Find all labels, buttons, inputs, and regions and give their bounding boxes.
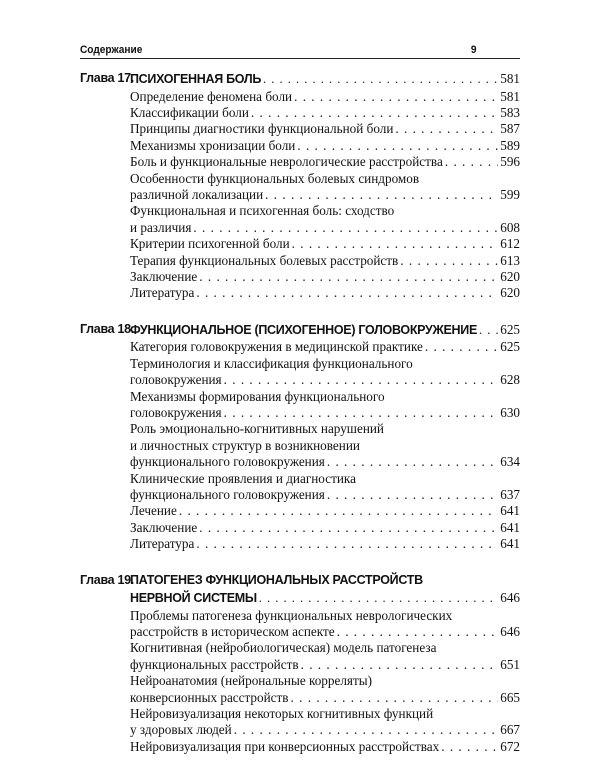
- toc-entry-text: Категория головокружения в медицинской практике: [130, 339, 423, 355]
- toc-page-number: 641: [500, 519, 520, 535]
- toc-entry-text: Литература: [130, 536, 195, 552]
- toc-entry[interactable]: [130, 520, 520, 536]
- toc-entry-text: головокружения: [130, 372, 222, 388]
- toc-entry[interactable]: [130, 269, 520, 285]
- toc-entry-text: Заключение: [130, 519, 198, 535]
- toc-entry-text: Клинические проявления и диагностика: [130, 470, 356, 486]
- toc-entry[interactable]: [130, 389, 520, 422]
- toc-entry[interactable]: [130, 339, 520, 355]
- dot-leader: [301, 657, 499, 673]
- toc-entry-text: расстройств в историческом аспекте: [130, 623, 335, 639]
- dot-leader: [234, 722, 499, 738]
- toc-page-number: 646: [500, 623, 520, 639]
- toc-entry[interactable]: [130, 154, 520, 170]
- chapter-title[interactable]: [130, 572, 520, 608]
- toc-page-number: 641: [500, 503, 520, 519]
- toc-entry[interactable]: [130, 739, 520, 755]
- toc-entry-text: Особенности функциональных болевых синдромов: [130, 170, 420, 186]
- toc-entry-text: конверсионных расстройств: [130, 689, 289, 705]
- toc-entry-text: Проблемы патогенеза функциональных неврологических: [130, 607, 453, 623]
- toc-page-number: 634: [500, 454, 520, 470]
- dot-leader: [196, 285, 498, 301]
- toc-entry[interactable]: [130, 121, 520, 137]
- toc-entry-text: и различия: [130, 219, 192, 235]
- dot-leader: [327, 487, 498, 503]
- toc-entry-text: функционального головокружения: [130, 486, 325, 502]
- toc-entry[interactable]: [130, 236, 520, 252]
- toc-page-number: 612: [500, 236, 520, 252]
- dot-leader: [445, 154, 498, 170]
- toc-entry[interactable]: [130, 138, 520, 154]
- header-page-number: 9: [470, 44, 477, 56]
- dot-leader: [297, 138, 498, 154]
- toc-page-number: 628: [500, 372, 520, 388]
- toc-page-number: 613: [500, 252, 520, 268]
- toc-entry[interactable]: [130, 253, 520, 269]
- toc-page-number: 583: [500, 104, 520, 120]
- toc-entry-text: Терапия функциональных болевых расстройств: [130, 252, 399, 268]
- chapter-title-line: НЕРВНОЙ СИСТЕМЫ: [130, 591, 257, 606]
- chapter-label: Глава 18.: [80, 321, 134, 336]
- dot-leader: [337, 624, 499, 640]
- toc-page-number: 667: [500, 722, 520, 738]
- toc-page-number: 581: [500, 88, 520, 104]
- toc-page-number: 599: [500, 186, 520, 202]
- toc-entry-text: функциональных расстройств: [130, 656, 299, 672]
- toc-entry-text: Роль эмоционально-когнитивных нарушений: [130, 421, 384, 437]
- toc-page-number: 587: [500, 121, 520, 137]
- dot-leader: [193, 220, 498, 236]
- chapter-block: [80, 70, 520, 302]
- chapter-title-line: ПСИХОГЕННАЯ БОЛЬ: [130, 72, 262, 86]
- chapter-title[interactable]: [130, 70, 520, 89]
- toc-entry-text: и личностных структур в возникновении: [130, 437, 360, 453]
- toc-entry-text: Нейроанатомия (нейрональные корреляты): [130, 673, 373, 689]
- toc-entry-text: Механизмы хронизации боли: [130, 137, 296, 153]
- toc-entry[interactable]: [130, 471, 520, 504]
- toc-entry[interactable]: [130, 285, 520, 301]
- toc-page-number: 651: [500, 656, 520, 672]
- toc-page-number: 620: [500, 285, 520, 301]
- dot-leader: [395, 121, 498, 137]
- toc-entry-text: Механизмы формирования функционального: [130, 388, 385, 404]
- toc-entry-text: Классификации боли: [130, 104, 249, 120]
- toc-entry-text: Принципы диагностики функциональной боли: [130, 121, 394, 137]
- toc-page-number: 672: [500, 738, 520, 754]
- toc-entry[interactable]: [130, 105, 520, 121]
- toc-page-number: 608: [500, 219, 520, 235]
- chapter-page-number: 646: [500, 590, 520, 606]
- toc-page-number: 630: [500, 404, 520, 420]
- running-header: [80, 38, 477, 56]
- header-title: Содержание: [80, 44, 143, 56]
- dot-leader: [199, 269, 498, 285]
- toc-entry-text: Нейровизуализация некоторых когнитивных функций: [130, 706, 434, 721]
- dot-leader: [259, 590, 498, 608]
- chapter-title-line: ПАТОГЕНЕЗ ФУНКЦИОНАЛЬНЫХ РАССТРОЙСТВ: [130, 572, 423, 587]
- toc-entry[interactable]: [130, 640, 520, 673]
- table-of-contents: [80, 70, 520, 774]
- toc-entry-text: Заключение: [130, 268, 198, 284]
- toc-page-number: 596: [500, 154, 520, 170]
- dot-leader: [196, 536, 498, 552]
- dot-leader: [292, 236, 499, 252]
- toc-entry-text: Литература: [130, 285, 195, 301]
- toc-page-number: 625: [500, 339, 520, 355]
- chapter-block: [80, 321, 520, 553]
- dot-leader: [251, 105, 498, 121]
- chapter-title-line: ФУНКЦИОНАЛЬНОЕ (ПСИХОГЕННОЕ) ГОЛОВОКРУЖЕНИЕ: [130, 322, 477, 337]
- dot-leader: [291, 690, 499, 706]
- dot-leader: [479, 322, 498, 340]
- dot-leader: [224, 372, 499, 388]
- dot-leader: [327, 454, 498, 470]
- toc-page-number: 637: [500, 486, 520, 502]
- toc-entry-text: Когнитивная (нейробиологическая) модель патогенеза: [130, 640, 437, 656]
- toc-entry-text: Нейровизуализация при конверсионных расстройствах: [130, 738, 440, 754]
- toc-entry-text: функционального головокружения: [130, 454, 325, 470]
- toc-entry[interactable]: [130, 356, 520, 389]
- dot-leader: [441, 739, 498, 755]
- toc-entry-text: Функциональная и психогенная боль: сходство: [130, 203, 395, 219]
- toc-entry[interactable]: [130, 203, 520, 236]
- toc-page-number: 620: [500, 268, 520, 284]
- chapter-page-number: 581: [500, 71, 520, 86]
- dot-leader: [294, 89, 498, 105]
- dot-leader: [179, 503, 498, 519]
- toc-entry-text: Лечение: [130, 503, 177, 519]
- toc-entry[interactable]: [130, 673, 520, 706]
- chapter-label: Глава 19.: [80, 572, 134, 587]
- dot-leader: [199, 520, 498, 536]
- toc-entry-text: у здоровых людей: [130, 722, 232, 738]
- dot-leader: [224, 405, 499, 421]
- toc-entry[interactable]: [130, 421, 520, 470]
- chapter-block: [80, 572, 520, 756]
- toc-entry[interactable]: [130, 608, 520, 641]
- toc-page-number: 665: [500, 689, 520, 705]
- dot-leader: [425, 339, 498, 355]
- chapter-label: Глава 17.: [80, 71, 134, 85]
- toc-entry-text: Боль и функциональные неврологические расстройства: [130, 154, 443, 170]
- header-rule: [80, 58, 520, 59]
- toc-page-number: 589: [500, 137, 520, 153]
- toc-entry[interactable]: [130, 536, 520, 552]
- toc-entry-text: Терминология и классификация функционального: [130, 355, 413, 371]
- toc-entry-text: различной локализации: [130, 186, 264, 202]
- toc-entry[interactable]: [130, 171, 520, 204]
- toc-entry[interactable]: [130, 503, 520, 519]
- chapter-title[interactable]: [130, 321, 520, 340]
- toc-entry-text: Критерии психогенной боли: [130, 236, 290, 252]
- toc-page-number: 641: [500, 536, 520, 552]
- toc-entry-text: головокружения: [130, 404, 222, 420]
- toc-entry[interactable]: [130, 89, 520, 105]
- dot-leader: [263, 71, 498, 89]
- toc-entry[interactable]: [130, 706, 520, 739]
- dot-leader: [265, 187, 498, 203]
- chapter-page-number: 625: [500, 321, 520, 337]
- toc-entry-text: Определение феномена боли: [130, 88, 293, 104]
- dot-leader: [400, 253, 498, 269]
